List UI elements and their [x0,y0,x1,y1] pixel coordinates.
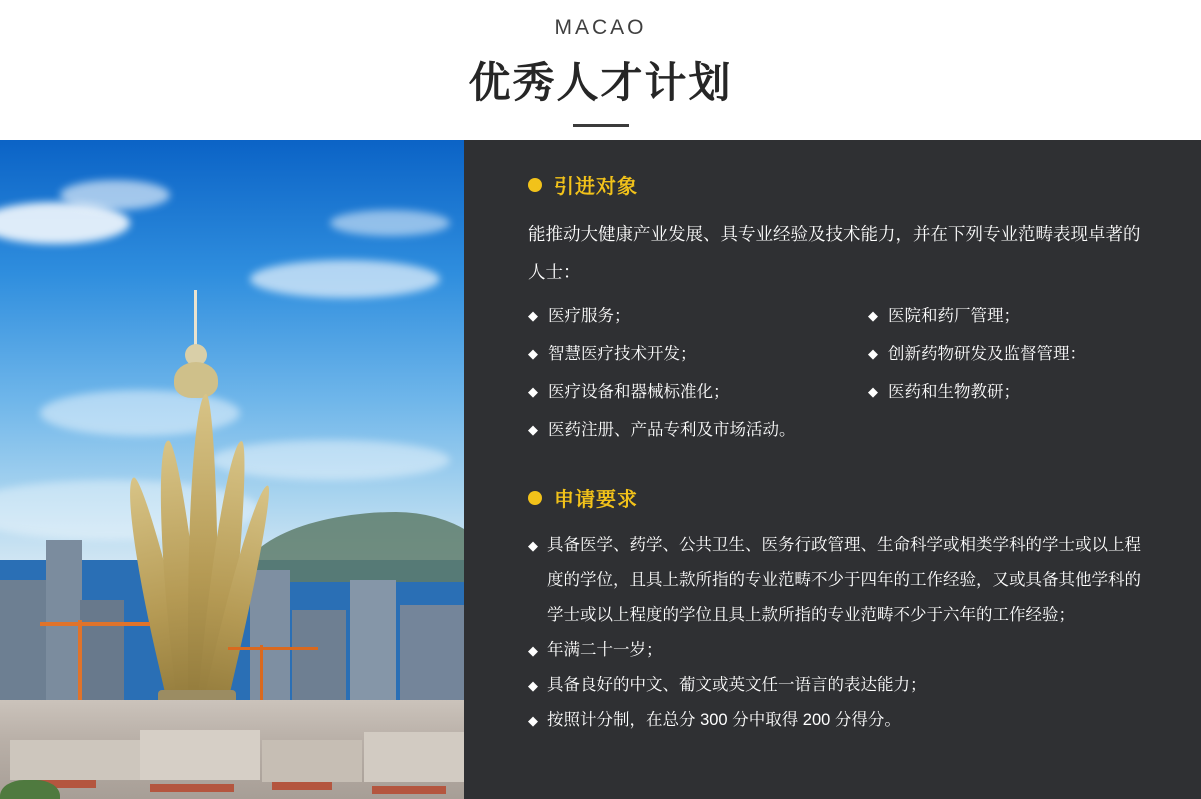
list-item [528,411,1157,449]
crane-icon [228,647,318,650]
red-roof-shape [150,784,234,792]
list-item-label: 具备医学、药学、公共卫生、医务行政管理、生命科学或相类学科的学士或以上程度的学位，且具上款所指的专业范畴不少于四年的工作经验，又或具备其他学科的学士或以上程度的学位且具上款所指的专业范畴不少于六年的工作经验； [547,536,1141,624]
red-roof-shape [372,786,446,794]
macao-skyline-photo [0,140,464,799]
cloud-shape [250,260,440,298]
diamond-bullet-icon: ◆ [528,538,538,553]
info-panel [464,140,1201,799]
cloud-shape [60,180,170,210]
section-requirements-header [528,483,1157,512]
section-targets [528,170,1157,449]
title-underline [573,124,629,127]
diamond-bullet-icon: ◆ [868,346,878,361]
list-item-label: 智慧医疗技术开发； [548,345,697,363]
section-requirements [528,483,1157,738]
list-item [528,373,868,411]
cloud-shape [330,210,450,236]
list-item-label: 医药和生物教研； [888,383,1020,401]
section-requirements-items [528,528,1157,738]
tree-shape [0,780,60,799]
list-item [528,668,1157,703]
list-item [868,373,1157,411]
list-item-label: 医疗设备和器械标准化； [548,383,730,401]
section-targets-header [528,170,1157,199]
diamond-bullet-icon: ◆ [528,422,538,437]
list-item-label: 按照计分制，在总分 300 分中取得 200 分得分。 [547,711,901,729]
list-item [868,335,1157,373]
list-item-label: 医疗服务； [548,307,631,325]
grand-lisboa-tower [140,290,250,720]
list-item [868,297,1157,335]
tower-dome [174,362,218,398]
rooftop-shape [140,730,260,780]
section-targets-title: 引进对象 [554,176,638,198]
list-item [528,297,868,335]
list-item-label: 创新药物研发及监督管理： [888,345,1086,363]
list-item [528,633,1157,668]
diamond-bullet-icon: ◆ [528,678,538,693]
bullet-dot-icon [528,178,542,192]
red-roof-shape [272,782,332,790]
diamond-bullet-icon: ◆ [528,643,538,658]
diamond-bullet-icon: ◆ [528,384,538,399]
section-targets-items [528,297,1157,449]
list-item-label: 医院和药厂管理； [888,307,1020,325]
bullet-dot-icon [528,491,542,505]
diamond-bullet-icon: ◆ [528,346,538,361]
header-eyebrow: MACAO [554,16,647,39]
diamond-bullet-icon: ◆ [528,308,538,323]
list-item [528,528,1157,633]
list-item-label: 年满二十一岁； [547,641,663,659]
tower-spire [194,290,197,350]
list-item [528,335,868,373]
page-title: 优秀人才计划 [468,59,733,106]
diamond-bullet-icon: ◆ [868,308,878,323]
page-header [0,0,1201,140]
list-item [528,703,1157,738]
crane-icon [40,622,150,626]
section-requirements-title: 申请要求 [554,489,638,511]
rooftop-shape [262,740,362,782]
section-targets-lead: 能推动大健康产业发展、具专业经验及技术能力，并在下列专业范畴表现卓著的人士： [528,224,1141,282]
rooftop-shape [364,732,464,782]
content-split [0,140,1201,799]
list-item-label: 医药注册、产品专利及市场活动。 [548,421,796,439]
diamond-bullet-icon: ◆ [868,384,878,399]
diamond-bullet-icon: ◆ [528,713,538,728]
rooftop-shape [10,740,140,780]
list-item-label: 具备良好的中文、葡文或英文任一语言的表达能力； [547,676,927,694]
